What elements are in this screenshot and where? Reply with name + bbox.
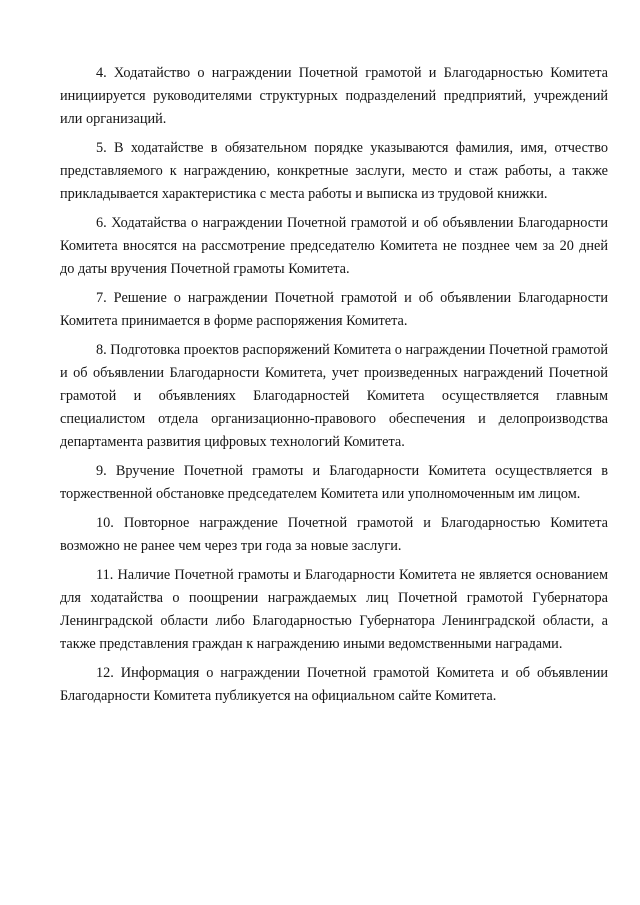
paragraph-12: 12. Информация о награждении Почетной грамотой Комитета и об объявлении Благодарности Комитета публикуется на официальном сайте Комитета.: [60, 665, 608, 704]
paragraph-8: 8. Подготовка проектов распоряжений Комитета о награждении Почетной грамотой и об объявлении Благодарности Комитета, учет произведенных награждений Почетной грамотой и объявлениях Благодарностей Комитета осуществляется главным специалистом отдела организационно-правового обеспечения и делопроизводства департамента развития цифровых технологий Комитета.: [60, 342, 608, 450]
paragraph-5: 5. В ходатайстве в обязательном порядке указываются фамилия, имя, отчество представляемого к награждению, конкретные заслуги, место и стаж работы, а также прикладывается характеристика с места работы и выписка из трудовой книжки.: [60, 140, 608, 202]
paragraph-6: 6. Ходатайства о награждении Почетной грамотой и об объявлении Благодарности Комитета вносятся на рассмотрение председателю Комитета не позднее чем за 20 дней до даты вручения Почетной грамоты Комитета.: [60, 215, 608, 277]
paragraph-11: 11. Наличие Почетной грамоты и Благодарности Комитета не является основанием для ходатайства о поощрении награждаемых лиц Почетной грамотой Губернатора Ленинградской области либо Благодарностью Губернатора Ленинградской области, а также представления граждан к награждению иными ведомственными наградами.: [60, 567, 608, 652]
paragraph-10: 10. Повторное награждение Почетной грамотой и Благодарностью Комитета возможно не ранее чем через три года за новые заслуги.: [60, 515, 608, 554]
paragraph-9: 9. Вручение Почетной грамоты и Благодарности Комитета осуществляется в торжественной обстановке председателем Комитета или уполномоченным им лицом.: [60, 463, 608, 502]
document-body: [60, 62, 608, 708]
paragraph-7: 7. Решение о награждении Почетной грамотой и об объявлении Благодарности Комитета принимается в форме распоряжения Комитета.: [60, 290, 608, 329]
paragraph-4: 4. Ходатайство о награждении Почетной грамотой и Благодарностью Комитета инициируется руководителями структурных подразделений предприятий, учреждений или организаций.: [60, 65, 608, 127]
